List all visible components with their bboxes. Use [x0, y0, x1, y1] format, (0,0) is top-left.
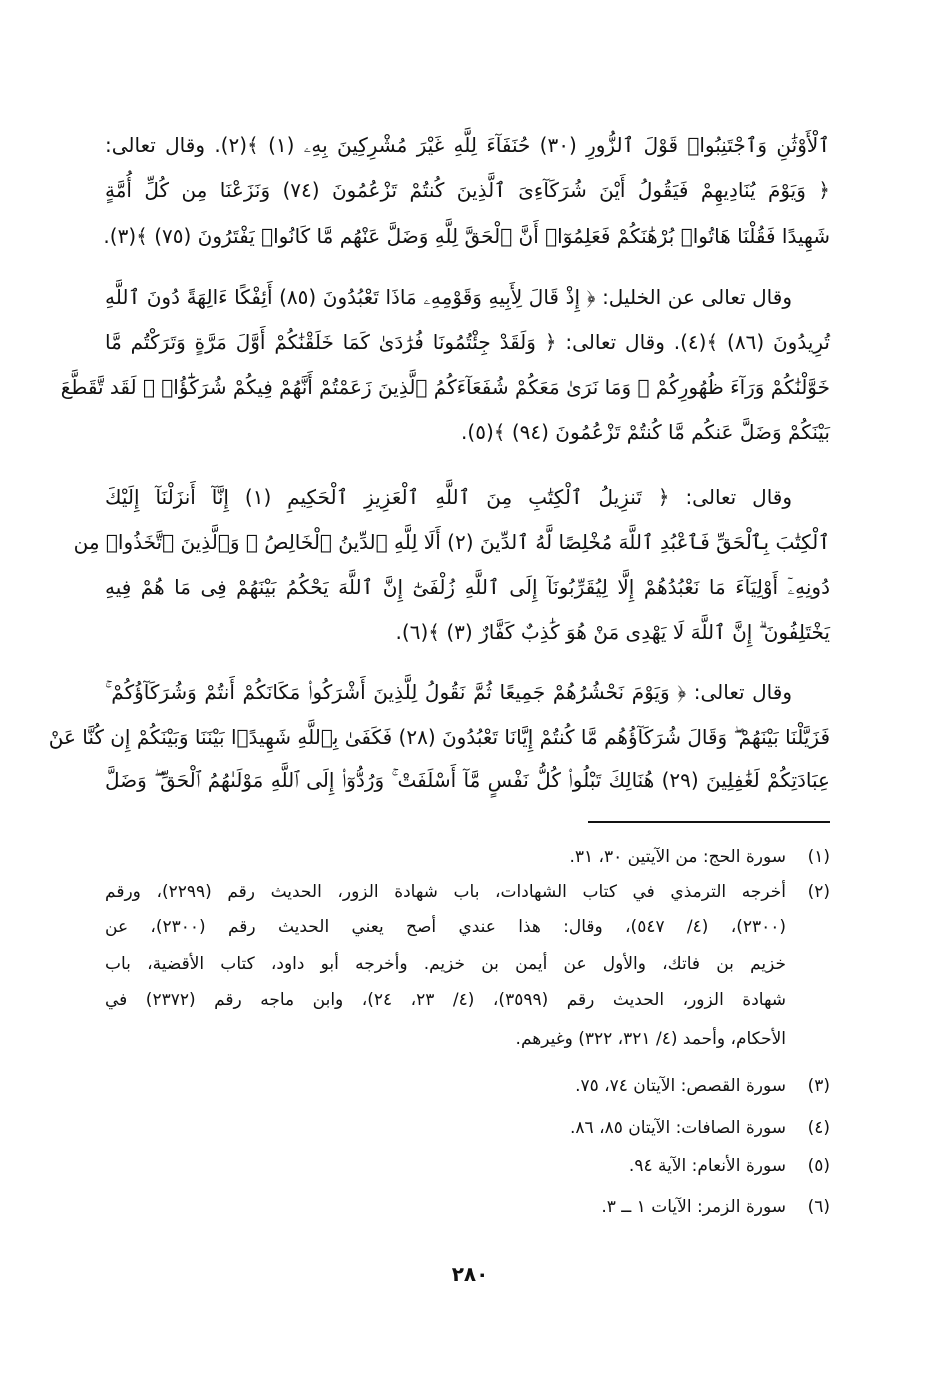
footnote-number: (٦)	[807, 1197, 830, 1217]
text-line: وقال تعالى عن الخليل: ﴿ إِذْ قَالَ لِأَبِيهِ وَقَوْمِهِۦ مَاذَا تَعْبُدُونَ (٨٥) أَئِفْكًا ءَالِهَةً دُونَ ٱللَّهِ	[105, 285, 792, 309]
footnote-text: سورة الحج: من الآيتين ٣٠، ٣١.	[569, 847, 786, 867]
footnote	[105, 1149, 830, 1183]
footnote-continuation	[105, 983, 830, 1017]
text-line: شَهِيدًا فَقُلْنَا هَاتُوا۟ بُرْهَٰنَكُمْ فَعَلِمُوٓا۟ أَنَّ ٱلْحَقَّ لِلَّهِ وَضَلَّ عَنْهُم مَّا كَانُوا۟ يَفْتَرُونَ (٧٥) ﴾(٣).	[103, 224, 830, 248]
text-line: وقال تعالى: ﴿ تَنزِيلُ ٱلْكِتَٰبِ مِنَ ٱللَّهِ ٱلْعَزِيزِ ٱلْحَكِيمِ (١) إِنَّآ أَنزَلْنَآ إِلَيْكَ	[105, 485, 793, 509]
footnote-text: شهادة الزور، الحديث رقم (٣٥٩٩)، (٤/ ٢٣، ٢٤)، وابن ماجه رقم (٢٣٧٢) في	[105, 990, 787, 1010]
footnote	[105, 875, 830, 909]
footnote-number: (١)	[807, 847, 830, 867]
text-line: وقال تعالى: ﴿ وَيَوْمَ نَحْشُرُهُمْ جَمِيعًا ثُمَّ نَقُولُ لِلَّذِينَ أَشْرَكُوا۟ مَكَانَكُمْ أَنتُمْ وَشُرَكَآؤُكُمْ ۚ	[105, 680, 792, 704]
footnote-text: سورة الأنعام: الآية ٩٤.	[628, 1156, 786, 1176]
footnote-separator	[588, 821, 830, 823]
page-number: ٢٨٠	[451, 1262, 489, 1286]
footnote	[105, 1111, 830, 1145]
text-line: خَوَّلْنَٰكُمْ وَرَآءَ ظُهُورِكُمْ ۖ وَمَا نَرَىٰ مَعَكُمْ شُفَعَآءَكُمُ ٱلَّذِينَ زَعَمْتُمْ أَنَّهُمْ فِيكُمْ شُرَكَٰٓؤُا۟ ۚ لَقَد تَّقَطَّعَ	[60, 375, 830, 399]
footnote-text: سورة القصص: الآيتان ٧٤، ٧٥.	[575, 1076, 786, 1096]
footnote-number: (٣)	[807, 1076, 830, 1096]
footnote-text: (٢٣٠٠)، (٤/ ٥٤٧)، وقال: هذا عندي أصح يعني الحديث رقم (٢٣٠٠)، عن	[105, 917, 787, 937]
footnote	[105, 1190, 830, 1224]
footnote-number: (٤)	[807, 1118, 830, 1138]
footnote-continuation	[105, 947, 830, 981]
text-line: يَخْتَلِفُونَ ۗ إِنَّ ٱللَّهَ لَا يَهْدِى مَنْ هُوَ كَٰذِبٌ كَفَّارٌ (٣) ﴾(٦).	[395, 620, 830, 644]
footnote	[105, 1069, 830, 1103]
text-line: ٱلْأَوْثَٰنِ وَٱجْتَنِبُوا۟ قَوْلَ ٱلزُّورِ (٣٠) حُنَفَآءَ لِلَّهِ غَيْرَ مُشْرِكِينَ بِهِۦ (١) ﴾(٢). وقال تعالى:	[105, 133, 830, 157]
footnote-text: سورة الصافات: الآيتان ٨٥، ٨٦.	[570, 1118, 786, 1138]
text-line: فَزَيَّلْنَا بَيْنَهُمْ ۖ وَقَالَ شُرَكَآؤُهُم مَّا كُنتُمْ إِيَّانَا تَعْبُدُونَ (٢٨) فَكَفَىٰ بِٱللَّهِ شَهِيدًۢا بَيْنَنَا وَبَيْنَكُمْ إِن كُنَّا عَنْ	[48, 725, 830, 749]
text-line: بَيْنَكُمْ وَضَلَّ عَنكُم مَّا كُنتُمْ تَزْعُمُونَ (٩٤) ﴾(٥).	[461, 420, 830, 444]
footnote-text: الأحكام، وأحمد (٤/ ٣٢١، ٣٢٢) وغيرهم.	[515, 1029, 786, 1049]
text-line: دُونِهِۦٓ أَوْلِيَآءَ مَا نَعْبُدُهُمْ إِلَّا لِيُقَرِّبُونَآ إِلَى ٱللَّهِ زُلْفَىٰٓ إِنَّ ٱللَّهَ يَحْكُمُ بَيْنَهُمْ فِى مَا هُمْ فِيهِ	[105, 575, 830, 599]
footnote-number: (٥)	[807, 1156, 830, 1176]
footnote-text: سورة الزمر: الآيات ١ ــ ٣.	[601, 1197, 786, 1217]
text-line: عِبَادَتِكُمْ لَغَٰفِلِينَ (٢٩) هُنَالِكَ تَبْلُوا۟ كُلُّ نَفْسٍ مَّآ أَسْلَفَتْ ۚ وَرُدُّوٓا۟ إِلَى ٱللَّهِ مَوْلَىٰهُمُ ٱلْحَقِّ ۖ وَضَلَّ	[105, 768, 830, 792]
footnote-continuation	[105, 910, 830, 944]
footnote-number: (٢)	[807, 882, 830, 902]
footnote-continuation	[105, 1022, 830, 1056]
footnote	[105, 840, 830, 874]
footnote-text: خزيم بن فاتك، والأول عن أيمن بن خزيم. وأخرجه أبو داود، كتاب الأقضية، باب	[105, 954, 786, 974]
text-line: ٱلْكِتَٰبَ بِٱلْحَقِّ فَٱعْبُدِ ٱللَّهَ مُخْلِصًا لَّهُ ٱلدِّينَ (٢) أَلَا لِلَّهِ ٱلدِّينُ ٱلْخَالِصُ ۚ وَٱلَّذِينَ ٱتَّخَذُوا۟ مِن	[73, 530, 830, 554]
text-line: ﴿ وَيَوْمَ يُنَادِيهِمْ فَيَقُولُ أَيْنَ شُرَكَآءِىَ ٱلَّذِينَ كُنتُمْ تَزْعُمُونَ (٧٤) وَنَزَعْنَا مِن كُلِّ أُمَّةٍ	[105, 178, 830, 202]
footnote-text: أخرجه الترمذي في كتاب الشهادات، باب شهادة الزور، الحديث رقم (٢٢٩٩)، ورقم	[105, 882, 786, 902]
text-line: تُرِيدُونَ (٨٦) ﴾(٤). وقال تعالى: ﴿ وَلَقَدْ جِئْتُمُونَا فُرَٰدَىٰ كَمَا خَلَقْنَٰكُمْ أَوَّلَ مَرَّةٍ وَتَرَكْتُم مَّا	[105, 330, 830, 354]
